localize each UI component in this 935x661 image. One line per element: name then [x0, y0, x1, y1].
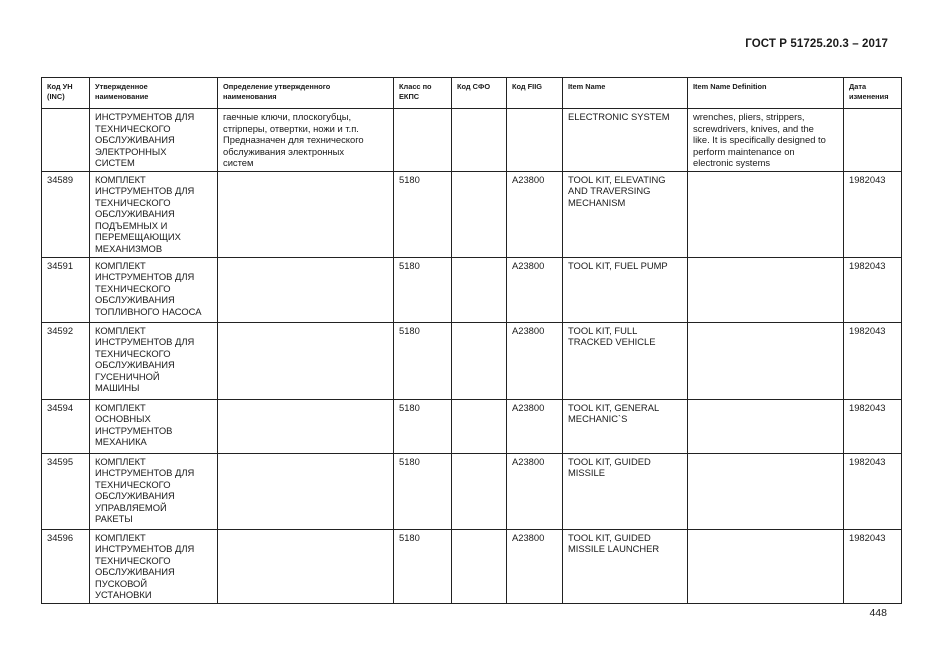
col-header-sfo-code: Код СФО — [452, 78, 507, 109]
cell-inc: 34589 — [42, 171, 90, 257]
cell-sfo-code — [452, 171, 507, 257]
page-number: 448 — [869, 607, 887, 619]
cell-item-name: TOOL KIT, ELEVATING AND TRAVERSING MECHANISM — [563, 171, 688, 257]
cell-class — [394, 109, 452, 172]
cell-approved-name: КОМПЛЕКТ ИНСТРУМЕНТОВ ДЛЯ ТЕХНИЧЕСКОГО ОБСЛУЖИВАНИЯ ПОДЪЕМНЫХ И ПЕРЕМЕЩАЮЩИХ МЕХАНИЗМОВ — [90, 171, 218, 257]
cell-inc: 34591 — [42, 257, 90, 322]
table-row — [42, 109, 902, 172]
cell-approved-name: КОМПЛЕКТ ИНСТРУМЕНТОВ ДЛЯ ТЕХНИЧЕСКОГО ОБСЛУЖИВАНИЯ ПУСКОВОЙ УСТАНОВКИ — [90, 529, 218, 603]
cell-definition — [218, 399, 394, 453]
cell-change-date: 1982043 — [844, 171, 902, 257]
cell-approved-name: КОМПЛЕКТ ИНСТРУМЕНТОВ ДЛЯ ТЕХНИЧЕСКОГО ОБСЛУЖИВАНИЯ УПРАВЛЯЕМОЙ РАКЕТЫ — [90, 453, 218, 529]
col-header-inc: Код УН (INC) — [42, 78, 90, 109]
cell-definition — [218, 171, 394, 257]
catalog-table — [41, 77, 902, 604]
table-header-row — [42, 78, 902, 109]
cell-sfo-code — [452, 109, 507, 172]
col-header-change-date: Дата изменения — [844, 78, 902, 109]
cell-change-date: 1982043 — [844, 399, 902, 453]
cell-approved-name: КОМПЛЕКТ ИНСТРУМЕНТОВ ДЛЯ ТЕХНИЧЕСКОГО ОБСЛУЖИВАНИЯ ГУСЕНИЧНОЙ МАШИНЫ — [90, 322, 218, 399]
cell-item-name: TOOL KIT, GUIDED MISSILE LAUNCHER — [563, 529, 688, 603]
cell-change-date: 1982043 — [844, 529, 902, 603]
cell-inc: 34596 — [42, 529, 90, 603]
cell-item-name: ELECTRONIC SYSTEM — [563, 109, 688, 172]
cell-inc: 34594 — [42, 399, 90, 453]
table-row — [42, 322, 902, 399]
cell-change-date: 1982043 — [844, 453, 902, 529]
col-header-definition: Определение утвержденного наименования — [218, 78, 394, 109]
cell-definition — [218, 257, 394, 322]
cell-item-name: TOOL KIT, GENERAL MECHANIC`S — [563, 399, 688, 453]
cell-change-date: 1982043 — [844, 322, 902, 399]
col-header-class: Класс по ЕКПС — [394, 78, 452, 109]
col-header-item-name: Item Name — [563, 78, 688, 109]
cell-item-name-definition: wrenches, pliers, strippers, screwdrivers, knives, and the like. It is specifically designed to perform maintenance on electronic systems — [688, 109, 844, 172]
cell-inc — [42, 109, 90, 172]
cell-item-name-definition — [688, 257, 844, 322]
cell-definition: гаечные ключи, плоскогубцы, стripперы, отвертки, ножи и т.п. Предназначен для технического обслуживания электронных систем — [218, 109, 394, 172]
cell-fiig-code: A23800 — [507, 399, 563, 453]
cell-class: 5180 — [394, 171, 452, 257]
cell-fiig-code: A23800 — [507, 453, 563, 529]
cell-item-name-definition — [688, 322, 844, 399]
cell-class: 5180 — [394, 322, 452, 399]
cell-sfo-code — [452, 529, 507, 603]
col-header-item-name-definition: Item Name Definition — [688, 78, 844, 109]
cell-definition — [218, 322, 394, 399]
cell-item-name: TOOL KIT, FULL TRACKED VEHICLE — [563, 322, 688, 399]
cell-item-name: TOOL KIT, GUIDED MISSILE — [563, 453, 688, 529]
cell-item-name-definition — [688, 171, 844, 257]
cell-sfo-code — [452, 453, 507, 529]
cell-approved-name: ИНСТРУМЕНТОВ ДЛЯ ТЕХНИЧЕСКОГО ОБСЛУЖИВАНИЯ ЭЛЕКТРОННЫХ СИСТЕМ — [90, 109, 218, 172]
cell-item-name: TOOL KIT, FUEL PUMP — [563, 257, 688, 322]
cell-change-date: 1982043 — [844, 257, 902, 322]
cell-class: 5180 — [394, 399, 452, 453]
table-row — [42, 529, 902, 603]
col-header-fiig-code: Код FIIG — [507, 78, 563, 109]
cell-class: 5180 — [394, 529, 452, 603]
cell-sfo-code — [452, 322, 507, 399]
cell-fiig-code: A23800 — [507, 322, 563, 399]
cell-sfo-code — [452, 257, 507, 322]
cell-inc: 34595 — [42, 453, 90, 529]
table-row — [42, 453, 902, 529]
cell-fiig-code: A23800 — [507, 529, 563, 603]
cell-sfo-code — [452, 399, 507, 453]
cell-class: 5180 — [394, 453, 452, 529]
col-header-approved-name: Утвержденное наименование — [90, 78, 218, 109]
document-standard-code: ГОСТ Р 51725.20.3 – 2017 — [745, 38, 888, 50]
cell-inc: 34592 — [42, 322, 90, 399]
cell-change-date — [844, 109, 902, 172]
cell-fiig-code: A23800 — [507, 171, 563, 257]
cell-fiig-code: A23800 — [507, 257, 563, 322]
table-row — [42, 257, 902, 322]
cell-definition — [218, 529, 394, 603]
cell-item-name-definition — [688, 399, 844, 453]
table-row — [42, 171, 902, 257]
cell-item-name-definition — [688, 529, 844, 603]
cell-approved-name: КОМПЛЕКТ ОСНОВНЫХ ИНСТРУМЕНТОВ МЕХАНИКА — [90, 399, 218, 453]
table-row — [42, 399, 902, 453]
cell-class: 5180 — [394, 257, 452, 322]
cell-approved-name: КОМПЛЕКТ ИНСТРУМЕНТОВ ДЛЯ ТЕХНИЧЕСКОГО ОБСЛУЖИВАНИЯ ТОПЛИВНОГО НАСОСА — [90, 257, 218, 322]
cell-definition — [218, 453, 394, 529]
cell-fiig-code — [507, 109, 563, 172]
cell-item-name-definition — [688, 453, 844, 529]
